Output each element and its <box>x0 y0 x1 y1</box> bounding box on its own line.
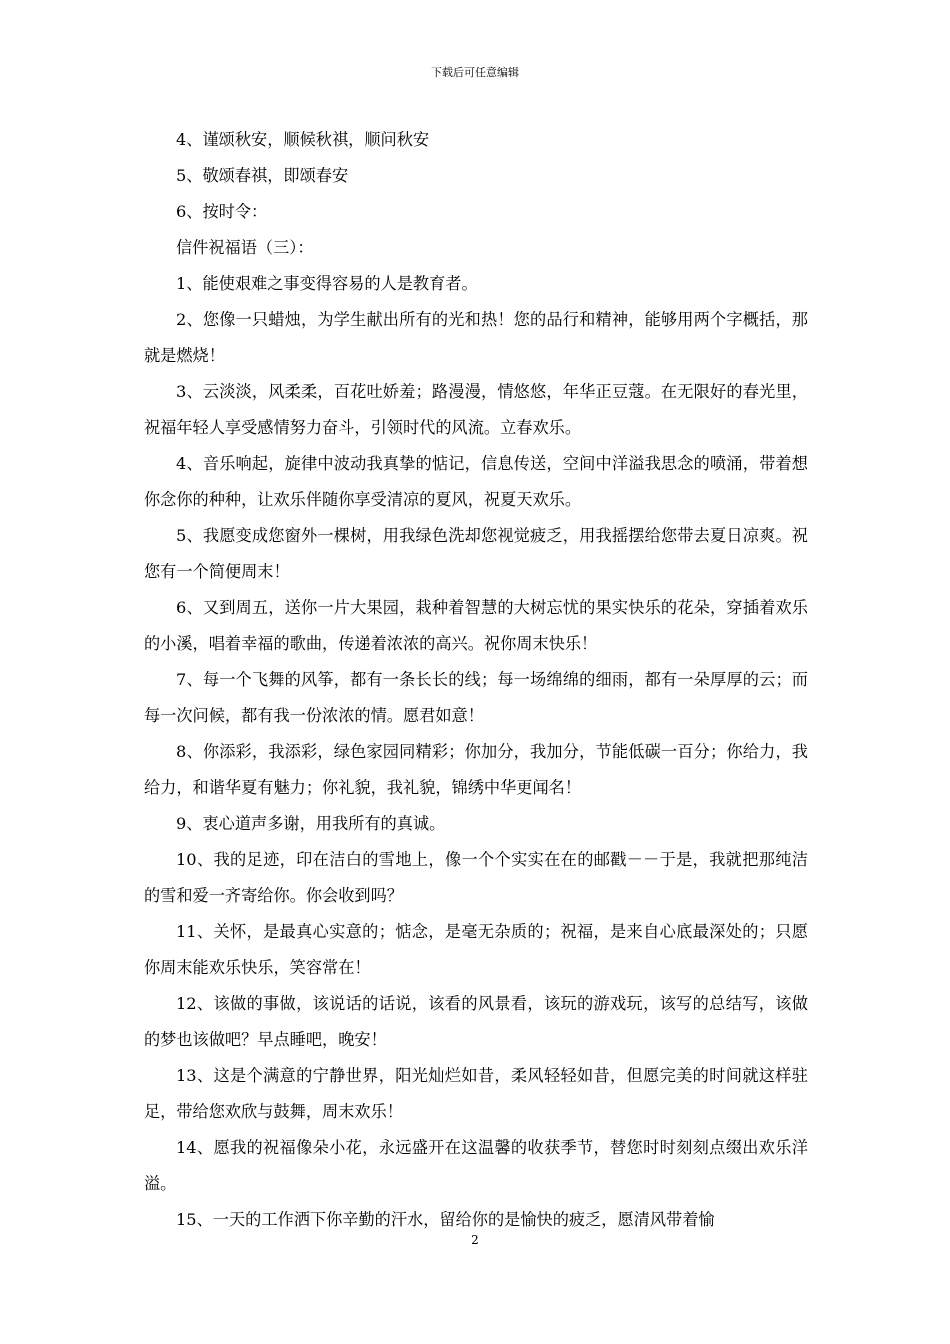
paragraph: 12、该做的事做，该说话的话说，该看的风景看，该玩的游戏玩，该写的总结写，该做的梦也该做吧？早点睡吧，晚安！ <box>144 994 808 1049</box>
section-heading: 信件祝福语（三）： <box>176 238 314 257</box>
paragraph: 5、敬颂春祺，即颂春安 <box>176 166 349 185</box>
paragraph: 6、又到周五，送你一片大果园，栽种着智慧的大树忘忧的果实快乐的花朵，穿插着欢乐的小溪，唱着幸福的歌曲，传递着浓浓的高兴。祝你周末快乐！ <box>144 598 808 653</box>
paragraph: 13、这是个满意的宁静世界，阳光灿烂如昔，柔风轻轻如昔，但愿完美的时间就这样驻足，带给您欢欣与鼓舞，周末欢乐！ <box>144 1066 808 1121</box>
paragraph: 5、我愿变成您窗外一棵树，用我绿色洗却您视觉疲乏，用我摇摆给您带去夏日凉爽。祝您有一个简便周末！ <box>144 526 808 581</box>
paragraph: 9、衷心道声多谢，用我所有的真诚。 <box>176 814 446 833</box>
paragraph: 15、一天的工作洒下你辛勤的汗水，留给你的是愉快的疲乏，愿清风带着愉 <box>176 1210 715 1229</box>
paragraph: 14、愿我的祝福像朵小花，永远盛开在这温馨的收获季节，替您时时刻刻点缀出欢乐洋溢。 <box>144 1138 808 1193</box>
paragraph: 10、我的足迹，印在洁白的雪地上，像一个个实实在在的邮戳－－于是，我就把那纯洁的雪和爱一齐寄给你。你会收到吗？ <box>144 850 808 905</box>
paragraph: 2、您像一只蜡烛，为学生献出所有的光和热！您的品行和精神，能够用两个字概括，那就是燃烧！ <box>144 310 808 365</box>
paragraph: 4、音乐响起，旋律中波动我真挚的惦记，信息传送，空间中洋溢我思念的喷涌，带着想你念你的种种，让欢乐伴随你享受清凉的夏风，祝夏天欢乐。 <box>144 454 808 509</box>
page-header: 下载后可任意编辑 <box>431 66 519 79</box>
paragraph: 1、能使艰难之事变得容易的人是教育者。 <box>176 274 478 293</box>
page-number: 2 <box>471 1233 479 1247</box>
paragraph: 6、按时令： <box>176 202 268 221</box>
paragraph: 11、关怀，是最真心实意的；惦念，是毫无杂质的；祝福，是来自心底最深处的；只愿你周末能欢乐快乐，笑容常在！ <box>144 922 808 977</box>
paragraph: 8、你添彩，我添彩，绿色家园同精彩；你加分，我加分，节能低碳一百分；你给力，我给力，和谐华夏有魅力；你礼貌，我礼貌，锦绣中华更闻名！ <box>144 742 808 797</box>
paragraph: 3、云淡淡，风柔柔，百花吐娇羞；路漫漫，情悠悠，年华正豆蔻。在无限好的春光里，祝福年轻人享受感情努力奋斗，引领时代的风流。立春欢乐。 <box>144 382 808 437</box>
paragraph: 7、每一个飞舞的风筝，都有一条长长的线；每一场绵绵的细雨，都有一朵厚厚的云；而每一次问候，都有我一份浓浓的情。愿君如意！ <box>144 670 808 725</box>
paragraph: 4、谨颂秋安，顺候秋祺，顺问秋安 <box>176 130 430 149</box>
document-body <box>144 122 808 1238</box>
